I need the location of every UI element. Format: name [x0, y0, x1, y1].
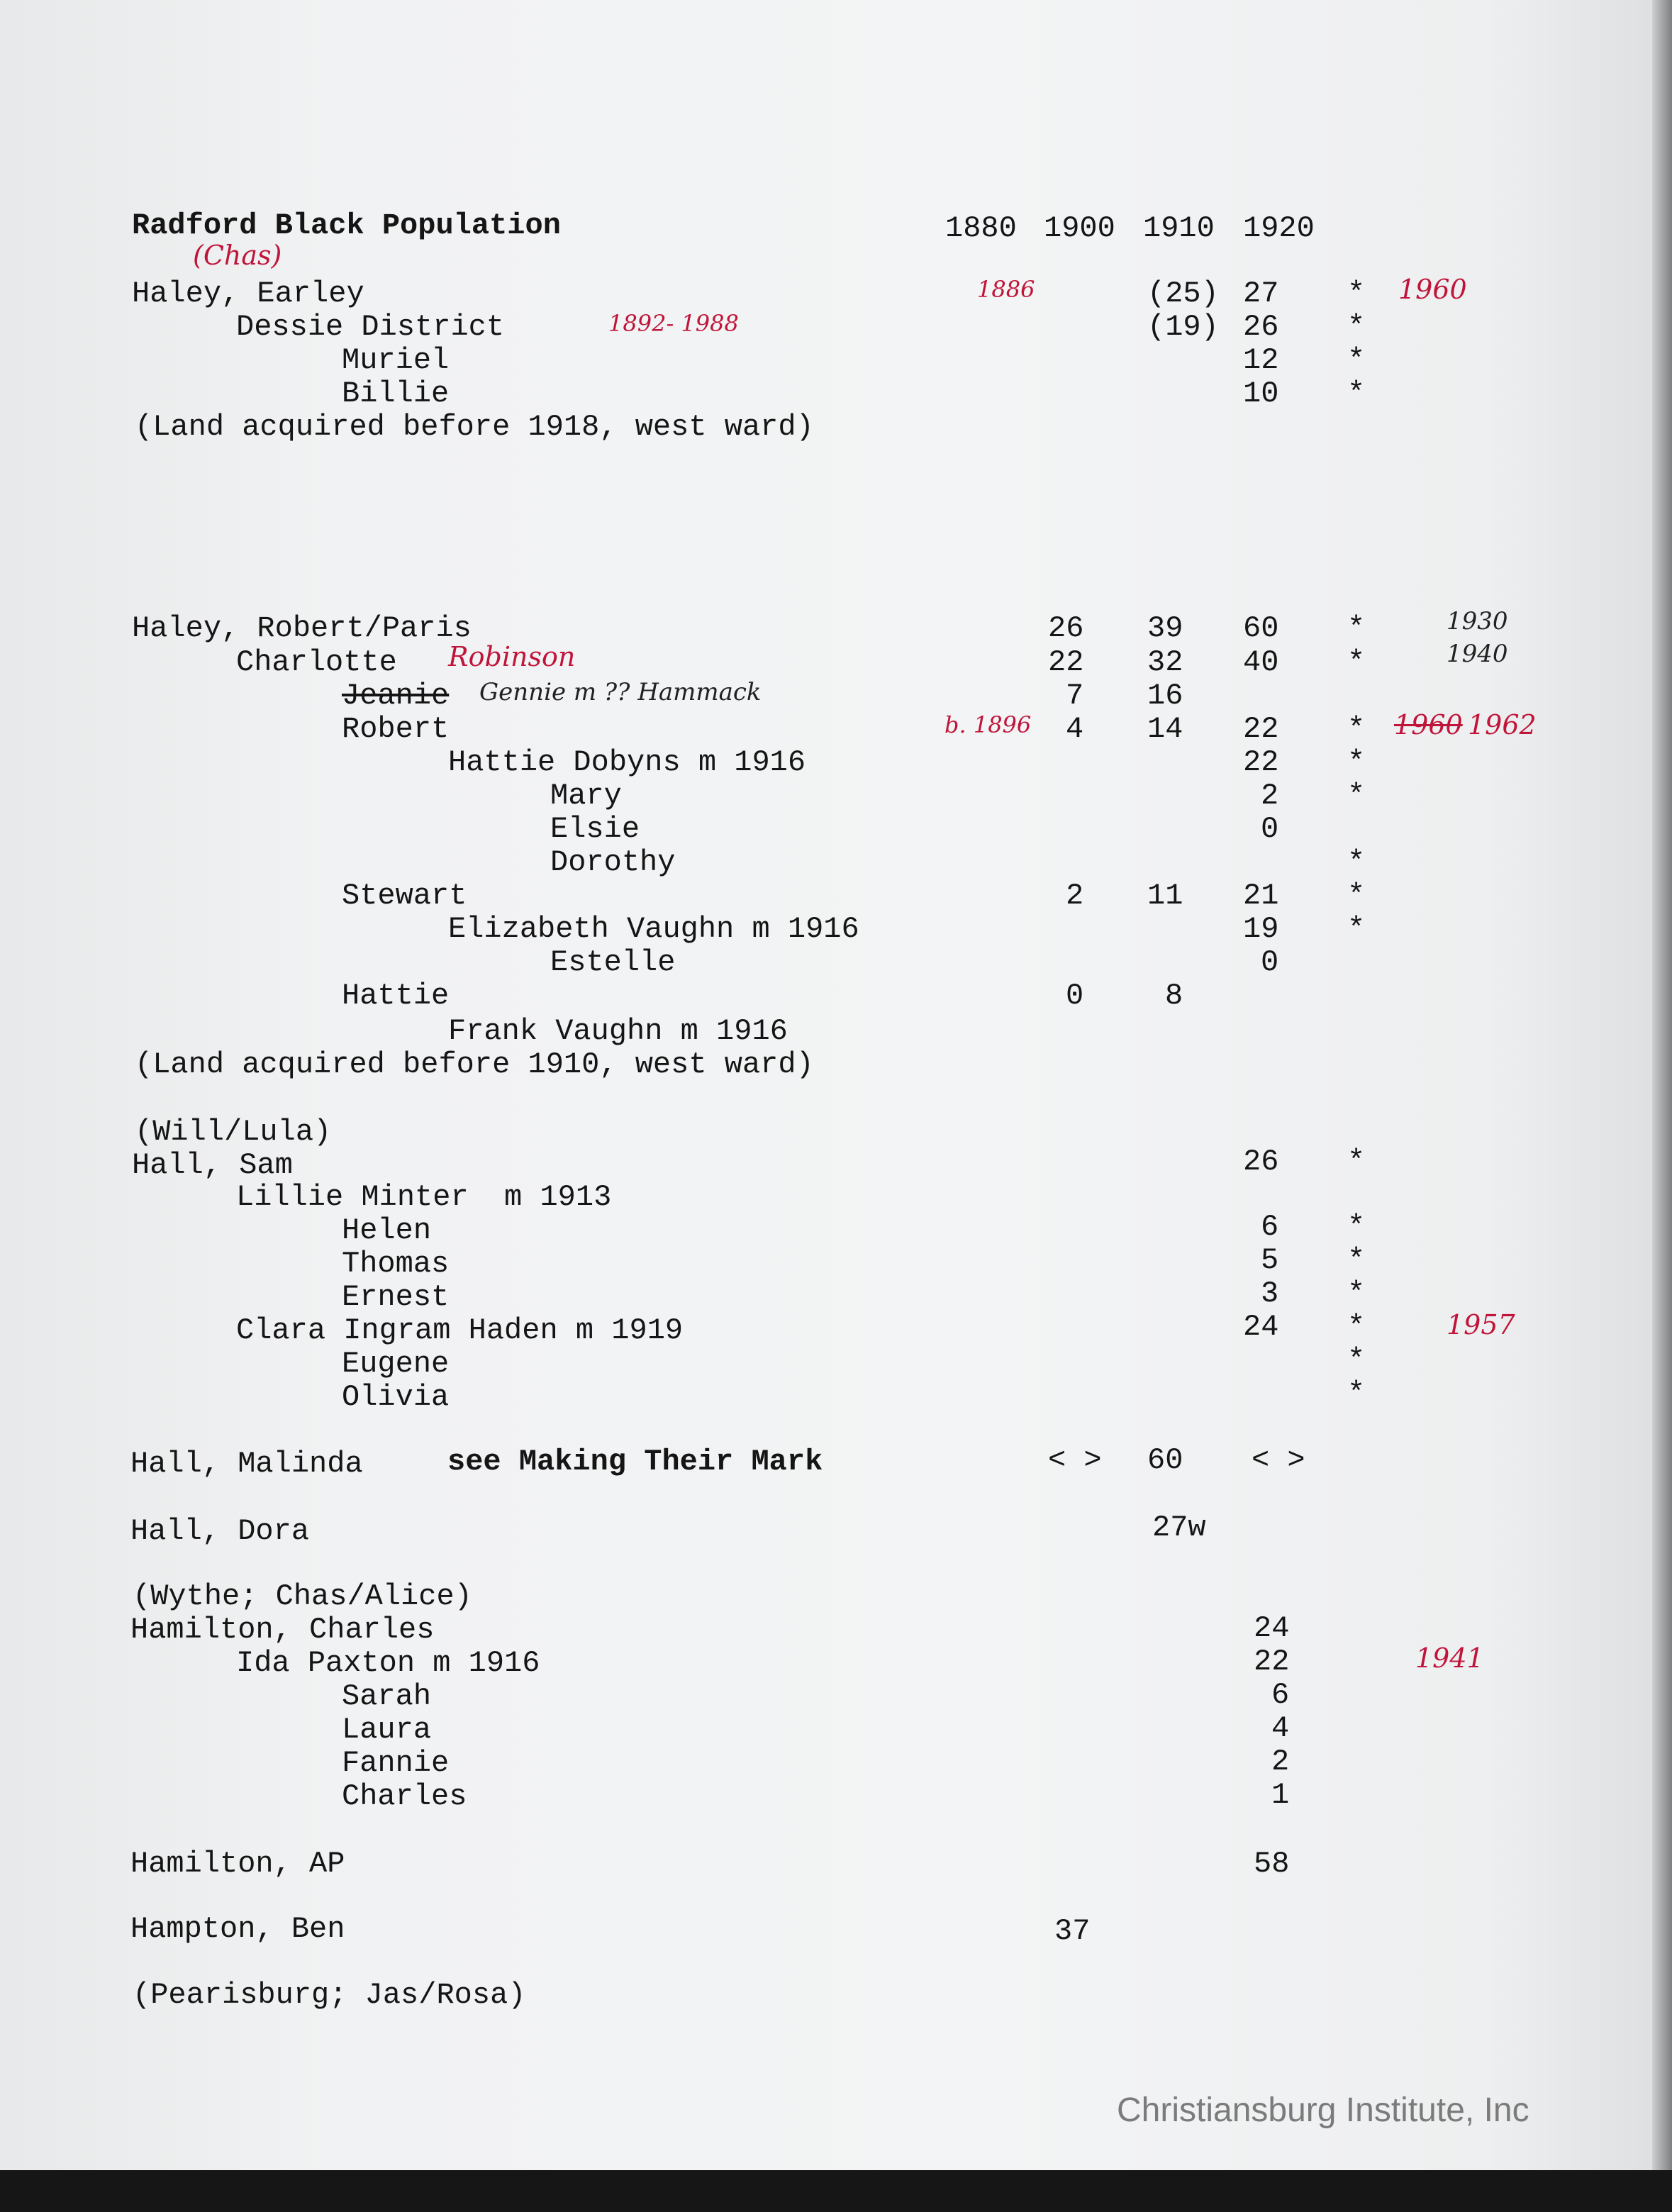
value-1900: 2 [1066, 879, 1084, 913]
value-1920: 4 [1271, 1711, 1290, 1745]
value-1910: (19) [1147, 310, 1219, 344]
value-1900: 22 [1048, 645, 1084, 679]
value-1920: 60 [1243, 611, 1279, 645]
value-1900: 26 [1048, 611, 1084, 645]
value-1920: 24 [1243, 1310, 1279, 1344]
value-1910: 60 [1147, 1443, 1183, 1477]
residence-marker: * [1347, 1277, 1366, 1311]
handwritten-note: 1957 [1447, 1309, 1515, 1340]
spouse-name: Ida Paxton m 1916 [236, 1646, 540, 1680]
land-note: (Land acquired before 1910, west ward) [135, 1047, 814, 1082]
handwritten-note: b. 1896 [944, 711, 1032, 738]
entry-name: Haley, Earley [132, 277, 364, 311]
child-name: Laura [342, 1713, 432, 1747]
value-1920: 58 [1254, 1847, 1290, 1881]
child-name: Stewart [342, 879, 467, 913]
value-1920: 6 [1261, 1210, 1279, 1244]
residence-marker: * [1347, 1377, 1366, 1411]
year-header-1920: 1920 [1243, 211, 1315, 245]
spouse-name: Clara Ingram Haden m 1919 [236, 1313, 684, 1347]
entry-name: Hall, Sam [132, 1148, 293, 1182]
residence-marker: * [1347, 377, 1366, 411]
value-1920: < > [1252, 1443, 1305, 1477]
value-1920: 2 [1271, 1745, 1290, 1779]
parents-note: (Wythe; Chas/Alice) [133, 1579, 472, 1613]
residence-marker: * [1347, 645, 1366, 679]
spouse-name: Frank Vaughn m 1916 [448, 1014, 788, 1048]
handwritten-note: 1886 [977, 276, 1035, 303]
value-1920: 22 [1254, 1645, 1290, 1679]
child-name: Charles [342, 1779, 467, 1813]
value-1910: 16 [1147, 679, 1183, 713]
value-1920: 21 [1243, 879, 1279, 913]
value-1900: 4 [1066, 712, 1084, 746]
child-name: Elsie [550, 812, 640, 846]
value-1920: 27 [1243, 277, 1279, 311]
spouse-name: Lillie Minter m 1913 [236, 1180, 612, 1214]
residence-marker: * [1347, 1145, 1366, 1179]
land-note: (Land acquired before 1918, west ward) [135, 410, 814, 444]
child-name: Robert [342, 712, 450, 746]
child-name: Billie [342, 377, 450, 411]
child-name: Fannie [342, 1746, 450, 1780]
child-name: Jeanie [342, 679, 450, 713]
value-1920: 24 [1254, 1611, 1290, 1645]
handwritten-note: (Chas) [193, 240, 282, 271]
value-1910: (25) [1147, 277, 1219, 311]
watermark: Christiansburg Institute, Inc [1117, 2091, 1529, 2129]
child-name: Sarah [342, 1679, 432, 1713]
handwritten-note: Robinson [448, 641, 576, 672]
child-name: Mary [550, 779, 622, 813]
handwritten-note: Gennie m ?? Hammack [479, 678, 762, 706]
scan-bottom-border [0, 2170, 1672, 2212]
value-1910: 11 [1147, 879, 1183, 913]
residence-marker: * [1347, 779, 1366, 813]
value-1920: 0 [1261, 812, 1279, 846]
residence-marker: * [1347, 712, 1366, 746]
residence-marker: * [1347, 343, 1366, 377]
spouse-name: Hattie Dobyns m 1916 [448, 745, 806, 779]
value-1900: 7 [1066, 679, 1084, 713]
residence-marker: * [1347, 1343, 1366, 1377]
value-1920: 10 [1243, 377, 1279, 411]
residence-marker: * [1347, 1210, 1366, 1244]
entry-name: Hall, Dora [130, 1514, 310, 1548]
handwritten-note: 1960 [1398, 274, 1467, 305]
child-name: Eugene [342, 1347, 450, 1381]
child-name: Dorothy [550, 845, 676, 879]
value-1910: 39 [1147, 611, 1183, 645]
year-header-1910: 1910 [1143, 211, 1215, 245]
page-title: Radford Black Population [132, 209, 561, 243]
handwritten-note: 1962 [1468, 709, 1537, 740]
spouse-name: Elizabeth Vaughn m 1916 [448, 912, 859, 946]
child-name: Thomas [342, 1247, 450, 1281]
child-name: Muriel [342, 343, 450, 377]
residence-marker: * [1347, 277, 1366, 311]
value-1920: 3 [1261, 1277, 1279, 1311]
value-1920: 0 [1261, 945, 1279, 979]
handwritten-note: 1940 [1447, 640, 1508, 668]
entry-name: Hampton, Ben [130, 1912, 345, 1946]
value-1900: 37 [1054, 1914, 1091, 1948]
value-1900: < > [1048, 1443, 1102, 1477]
spouse-name: Charlotte [236, 645, 397, 679]
child-name: Ernest [342, 1280, 450, 1314]
value-1920: 1 [1271, 1778, 1290, 1812]
residence-marker: * [1347, 1310, 1366, 1344]
child-name: Estelle [550, 945, 676, 979]
value-1920: 22 [1243, 745, 1279, 779]
residence-marker: * [1347, 879, 1366, 913]
child-name: Helen [342, 1213, 432, 1247]
value-1920: 22 [1243, 712, 1279, 746]
residence-marker: * [1347, 1243, 1366, 1277]
value-1910: 27w [1152, 1511, 1206, 1545]
entry-name: Hamilton, Charles [130, 1613, 435, 1647]
residence-marker: * [1347, 912, 1366, 946]
spouse-name: Dessie District [236, 310, 505, 344]
page-edge-shadow [1652, 0, 1672, 2170]
value-1920: 6 [1271, 1678, 1290, 1712]
residence-marker: * [1347, 611, 1366, 645]
parents-note: (Will/Lula) [135, 1115, 332, 1149]
value-1920: 26 [1243, 1145, 1279, 1179]
residence-marker: * [1347, 745, 1366, 779]
entry-name: Haley, Robert/Paris [132, 611, 472, 645]
handwritten-note: 1930 [1447, 607, 1508, 635]
value-1920: 12 [1243, 343, 1279, 377]
residence-marker: * [1347, 310, 1366, 344]
value-1920: 5 [1261, 1243, 1279, 1277]
handwritten-note: 1960 [1394, 709, 1463, 740]
entry-name: Hamilton, AP [130, 1847, 345, 1881]
value-1920: 40 [1243, 645, 1279, 679]
child-name: Hattie [342, 979, 450, 1013]
value-1920: 26 [1243, 310, 1279, 344]
residence-marker: * [1347, 845, 1366, 879]
handwritten-note: 1941 [1415, 1643, 1484, 1674]
handwritten-note: 1892- 1988 [608, 310, 739, 337]
value-1910: 8 [1165, 979, 1183, 1013]
child-name: Olivia [342, 1380, 450, 1414]
entry-name: Hall, Malinda [130, 1447, 363, 1481]
year-header-1900: 1900 [1044, 211, 1115, 245]
value-1910: 32 [1147, 645, 1183, 679]
value-1920: 2 [1261, 779, 1279, 813]
parents-note: (Pearisburg; Jas/Rosa) [133, 1978, 526, 2012]
cross-reference: see Making Their Mark [447, 1445, 823, 1479]
value-1910: 14 [1147, 712, 1183, 746]
value-1900: 0 [1066, 979, 1084, 1013]
year-header-1880: 1880 [945, 211, 1017, 245]
value-1920: 19 [1243, 912, 1279, 946]
